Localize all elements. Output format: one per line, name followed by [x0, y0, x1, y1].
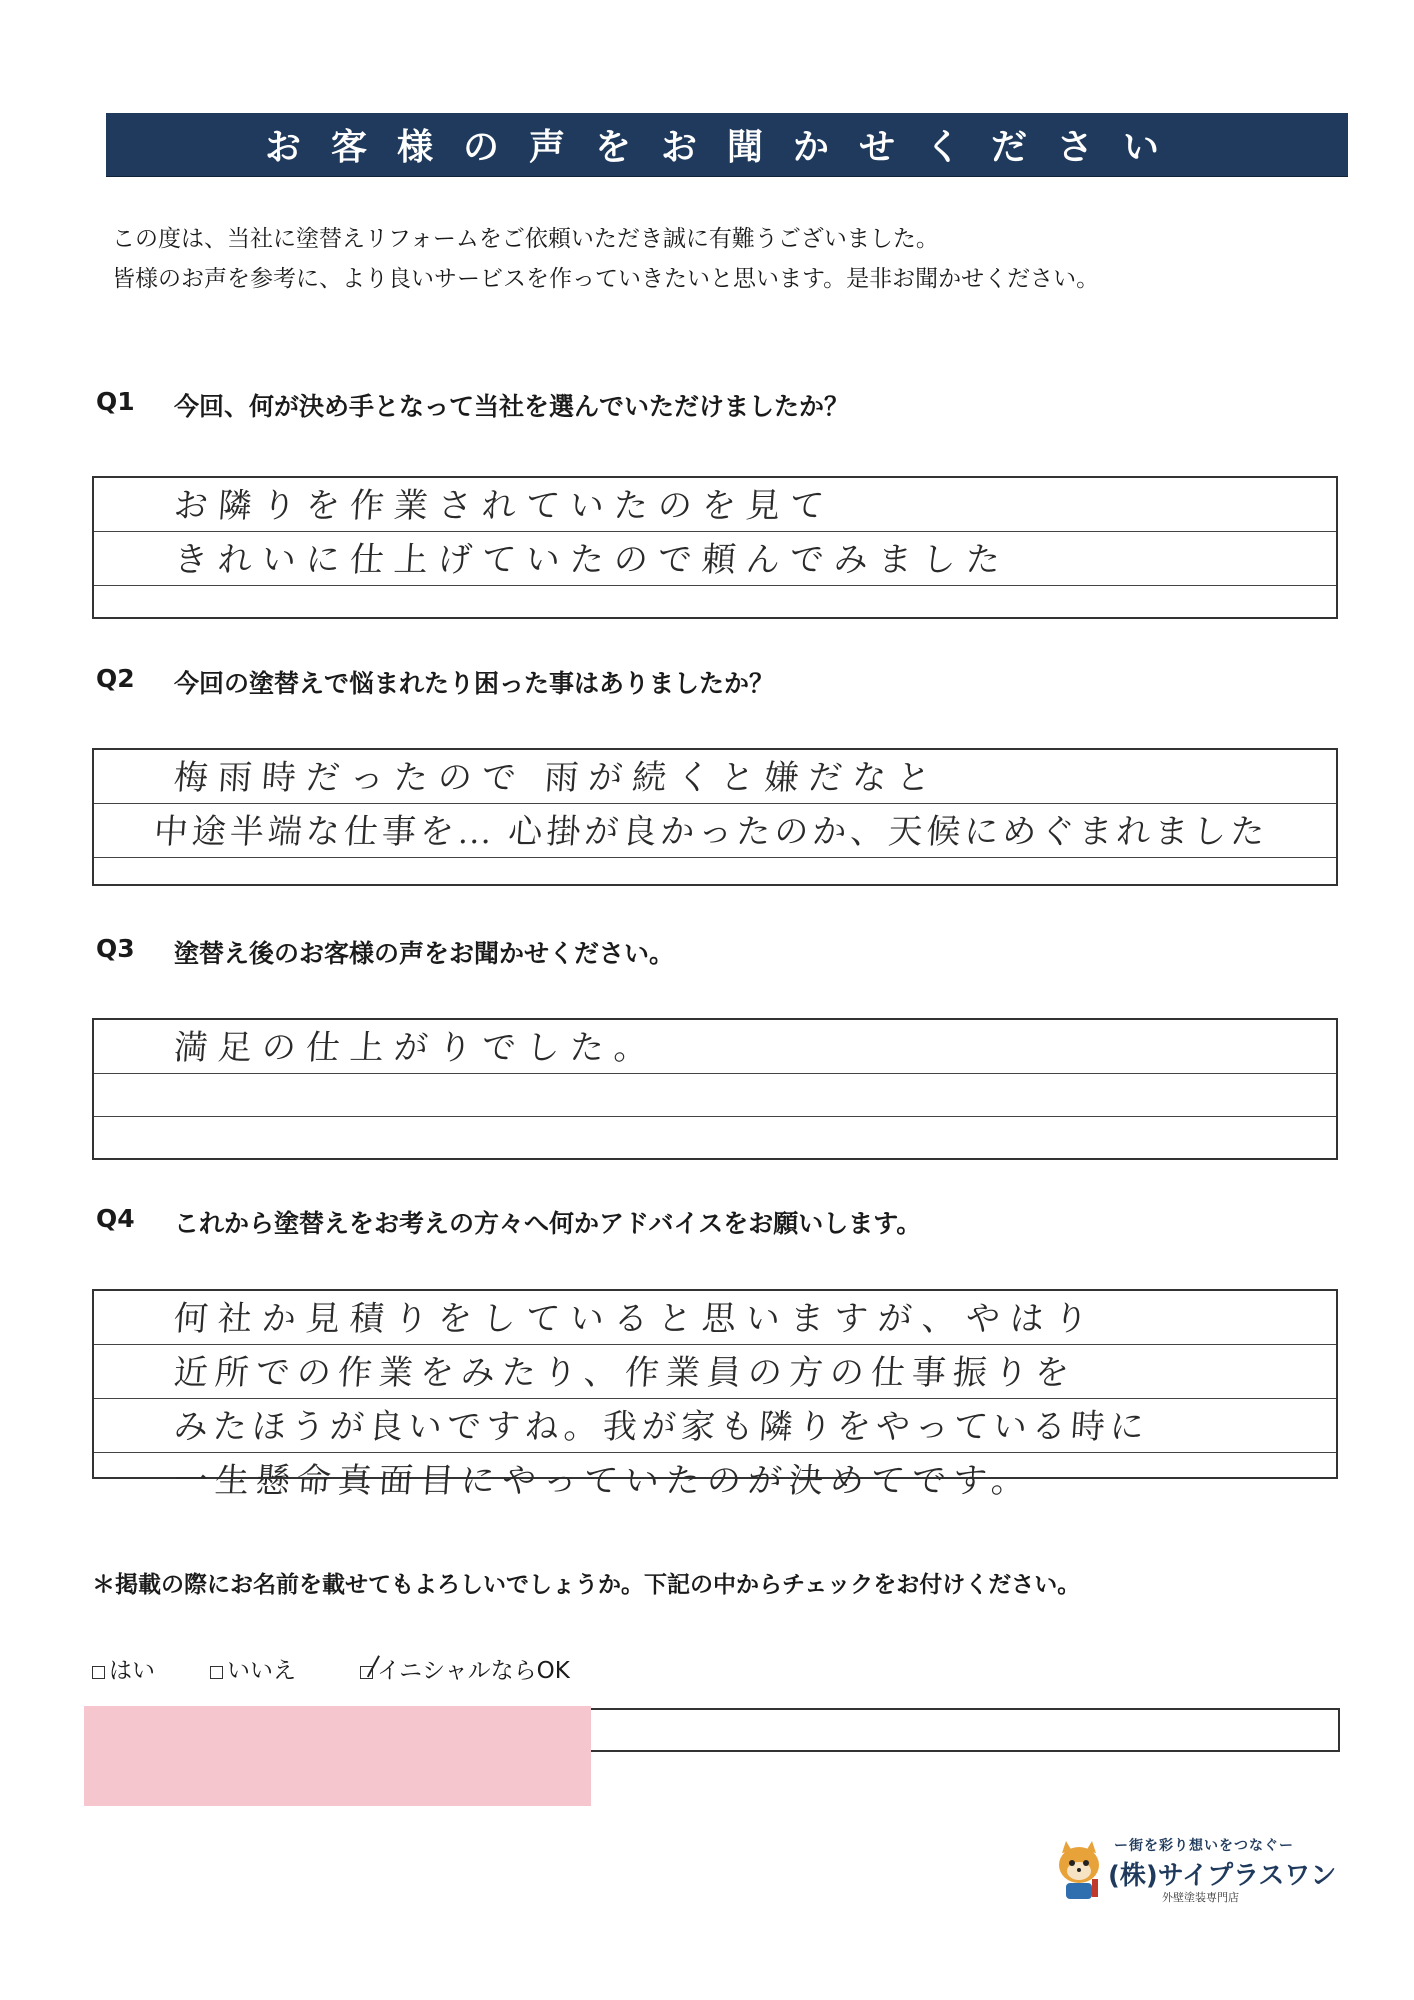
answer-line — [94, 1117, 1336, 1159]
handwritten-answer — [94, 613, 174, 617]
answer-line — [94, 478, 1336, 532]
question-4 — [96, 1204, 921, 1240]
answer-line — [94, 1453, 1336, 1506]
option-label: イニシャルならOK — [377, 1658, 570, 1684]
answer-line — [94, 1074, 1336, 1117]
answer-box-3[interactable] — [92, 1018, 1338, 1160]
redaction-block — [84, 1706, 591, 1806]
handwritten-answer: 満足の仕上がりでした。 — [172, 1030, 660, 1067]
answer-line — [94, 1020, 1336, 1074]
checkbox[interactable] — [92, 1666, 105, 1679]
answer-line — [94, 1291, 1336, 1345]
handwritten-answer: 近所での作業をみたり、作業員の方の仕事振りを — [172, 1355, 1078, 1392]
question-number: Q4 — [96, 1204, 135, 1233]
answer-line — [94, 804, 1336, 858]
question-3 — [96, 934, 674, 970]
handwritten-answer: きれいに仕上げていたので頼んでみました — [172, 542, 1012, 579]
answer-line — [94, 750, 1336, 804]
mascot-icon — [1052, 1841, 1106, 1901]
question-text: これから塗替えをお考えの方々へ何かアドバイスをお願いします。 — [174, 1209, 922, 1238]
answer-line — [94, 1345, 1336, 1399]
question-text: 塗替え後のお客様の声をお聞かせください。 — [174, 939, 675, 968]
handwritten-answer — [94, 880, 174, 884]
question-1 — [96, 387, 849, 423]
question-2 — [96, 664, 774, 700]
option-label: はい — [109, 1658, 155, 1684]
company-logo — [1052, 1835, 1337, 1905]
checkbox-checked[interactable] — [360, 1666, 373, 1679]
option-no[interactable] — [210, 1652, 296, 1685]
logo-subtitle: 外壁塗装専門店 — [1162, 1891, 1239, 1904]
logo-company-name: (株)サイプラスワン — [1108, 1861, 1337, 1891]
answer-box-1[interactable] — [92, 476, 1338, 619]
answer-box-2[interactable] — [92, 748, 1338, 886]
handwritten-answer: みたほうが良いですね。我が家も隣りをやっている時に — [172, 1409, 1151, 1446]
handwritten-answer — [94, 1112, 174, 1116]
checkbox[interactable] — [210, 1666, 223, 1679]
option-yes[interactable] — [92, 1652, 155, 1685]
intro-line-2: 皆様のお声を参考に、より良いサービスを作っていきたいと思います。是非お聞かせください。 — [112, 266, 1100, 292]
publish-note: ＊掲載の際にお名前を載せてもよろしいでしょうか。下記の中からチェックをお付けください。 — [92, 1572, 1081, 1598]
option-initials[interactable] — [360, 1652, 570, 1685]
question-number: Q3 — [96, 934, 135, 963]
handwritten-answer: 梅雨時だったので 雨が続くと嫌だなと — [172, 760, 942, 797]
question-text: 今回の塗替えで悩まれたり困った事はありましたか？ — [174, 669, 775, 698]
answer-line — [94, 532, 1336, 586]
page-title: お客様の声をお聞かせください — [264, 126, 1189, 168]
logo-tagline: ー街を彩り想いをつなぐー — [1114, 1838, 1294, 1854]
handwritten-answer: 何社か見積りをしていると思いますが、やはり — [172, 1301, 1100, 1338]
handwritten-answer: 一生懸命真面目にやっていたのが決めてです。 — [172, 1463, 1034, 1500]
answer-line — [94, 1399, 1336, 1453]
answer-box-4[interactable] — [92, 1289, 1338, 1500]
handwritten-answer — [94, 1154, 174, 1158]
intro-line-1: この度は、当社に塗替えリフォームをご依頼いただき誠に有難うございました。 — [112, 226, 939, 252]
answer-line — [94, 586, 1336, 617]
question-text: 今回、何が決め手となって当社を選んでいただけましたか？ — [174, 392, 850, 421]
handwritten-answer: お隣りを作業されていたのを見て — [172, 488, 836, 525]
option-label: いいえ — [227, 1658, 296, 1684]
question-number: Q1 — [96, 387, 135, 416]
page-title-banner — [106, 113, 1348, 176]
question-number: Q2 — [96, 664, 135, 693]
handwritten-answer: 中途半端な仕事を… 心掛が良かったのか、天候にめぐまれました — [152, 814, 1270, 851]
answer-line — [94, 858, 1336, 884]
